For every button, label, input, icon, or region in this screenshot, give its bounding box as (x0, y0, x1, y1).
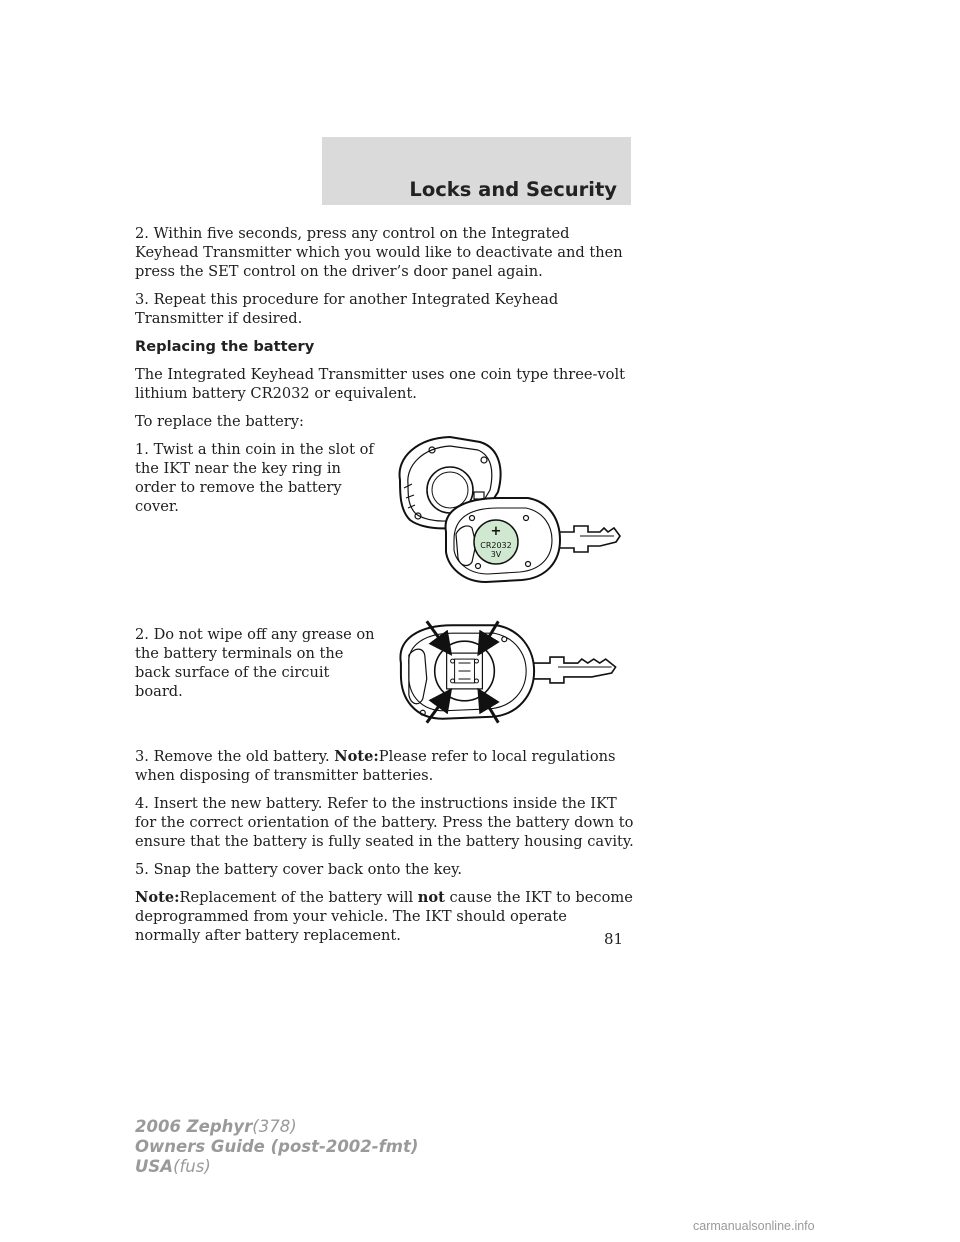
battery-voltage-label: 3V (490, 550, 502, 559)
step-2-text: 2. Do not wipe off any grease on the battery terminals on the back surface of the circuit board. (135, 626, 375, 700)
circuit-board-terminals-illustration (387, 615, 635, 727)
note-text-after: cause the IKT to become deprogrammed from your vehicle. The IKT should operate normally after battery replacement. (135, 889, 633, 944)
remove-note-text: Please refer to local regulations when disposing of transmitter batteries. (135, 748, 616, 784)
battery-plus-label: + (490, 524, 502, 539)
paragraph-snap-cover: 5. Snap the battery cover back onto the key. (135, 861, 463, 878)
paragraph-intro: The Integrated Keyhead Transmitter uses one coin type three-volt lithium battery CR2032 or equivalent. (135, 366, 625, 402)
paragraph-to-replace: To replace the battery: (135, 413, 304, 430)
paragraph-step-2: 2. Within five seconds, press any control on the Integrated Keyhead Transmitter which you would like to deactivate and then press the SET control on the driver’s door panel again. (135, 225, 623, 280)
document-footer (135, 1117, 418, 1177)
remove-text: 3. Remove the old battery. (135, 748, 335, 765)
note-label: Note: (135, 889, 180, 906)
section-title: Locks and Security (409, 178, 617, 201)
note-text-before: Replacement of the battery will (179, 889, 418, 906)
battery-model-label: CR2032 (480, 541, 512, 550)
heading-replacing-battery: Replacing the battery (135, 338, 315, 355)
paragraph-note (135, 888, 635, 945)
step-2-row (135, 625, 635, 747)
remove-note-label: Note: (334, 748, 379, 765)
step-1-row (135, 440, 635, 625)
paragraph-insert-new-battery: 4. Insert the new battery. Refer to the instructions inside the IKT for the correct orientation of the battery. Press the battery down to ensure that the battery is fully seated in the battery housing cavity. (135, 795, 634, 850)
section-header-band (322, 137, 631, 205)
paragraph-step-3: 3. Repeat this procedure for another Integrated Keyhead Transmitter if desired. (135, 291, 559, 327)
footer-market-code: (fus) (173, 1157, 211, 1176)
footer-line-2: Owners Guide (post-2002-fmt) (135, 1137, 419, 1156)
footer-model-code: (378) (252, 1117, 297, 1136)
step-1-text: 1. Twist a thin coin in the slot of the IKT near the key ring in order to remove the battery cover. (135, 441, 374, 515)
footer-line-1 (135, 1117, 418, 1137)
paragraph-remove-old-battery (135, 747, 635, 785)
key-battery-cover-illustration (388, 432, 628, 612)
footer-line-3 (135, 1157, 418, 1177)
page-number: 81 (604, 930, 624, 948)
note-emphasis: not (417, 889, 445, 906)
footer-model: 2006 Zephyr (135, 1117, 253, 1136)
footer-market: USA (135, 1157, 174, 1176)
page-content (135, 224, 635, 954)
watermark: carmanualsonline.info (693, 1219, 815, 1233)
